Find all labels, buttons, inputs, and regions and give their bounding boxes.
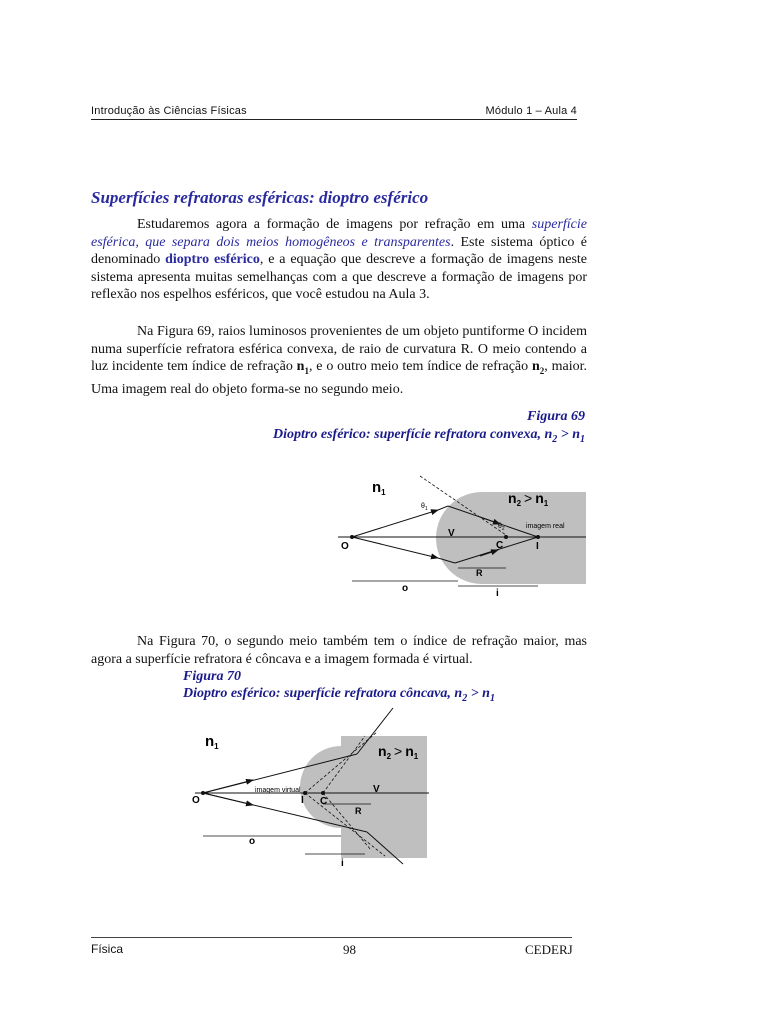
term-dioptro: dioptro esférico: [165, 252, 260, 268]
figure-69-diagram: [330, 468, 590, 608]
paragraph-fig70: Na Figura 70, o segundo meio também tem o índice de refração maior, mas agora a superfície refratora é côncava e a imagem formada é virtual.: [91, 634, 587, 667]
center-point: [504, 535, 508, 539]
footer-rule: [91, 937, 572, 938]
paragraph-intro: Estudaremos agora a formação de imagens por refração em uma superfície esférica, que separa dois meios homogêneos e transparentes. Este sistema óptico é denominado dioptro esférico, e a equação que descreve a formação de imagens neste sistema apresenta muitas semelhanças com a que descreve a formação de imagens por reflexão nos espelhos esféricos, que você estudou na Aula 3.: [91, 217, 587, 303]
ray-upper: [352, 510, 438, 537]
C-label: C: [320, 796, 328, 807]
object-point: [201, 791, 205, 795]
header-course: Introdução às Ciências Físicas: [91, 105, 247, 117]
V-label: V: [448, 528, 455, 539]
section-title: Superfícies refratoras esféricas: dioptro esférico: [91, 188, 429, 207]
paragraph-fig69: Na Figura 69, raios luminosos provenientes de um objeto puntiforme O incidem numa superfície refratora esférica convexa, de raio de curvatura R. O meio contendo a luz incidente tem índice de refração $n_1$, e o outro meio tem índice de refração $n_2$, maior. Uma imagem real do objeto forma-se no segundo meio.: [91, 324, 587, 397]
center-point: [321, 791, 325, 795]
ray-lower-arrow: [203, 793, 253, 805]
o-label: o: [402, 583, 409, 594]
V-label: V: [373, 784, 380, 795]
O-label: O: [341, 541, 349, 552]
n1-label: $n_1$: [372, 479, 386, 497]
R-label: R: [476, 568, 483, 578]
figure-69-caption: Dioptro esférico: superfície refratora convexa, $n_2 > n_1$: [273, 427, 585, 445]
i-label: i: [341, 858, 344, 869]
figure-70-caption: Dioptro esférico: superfície refratora côncava, $n_2 > n_1$: [183, 686, 495, 704]
n2-gt-n1-label: $n_2 > n_1$: [508, 490, 549, 508]
image-point: [536, 535, 540, 539]
page-number: 98: [343, 942, 356, 957]
image-virtual-label: imagem virtual: [255, 787, 301, 794]
i-label: i: [496, 588, 499, 599]
I-label: I: [301, 795, 304, 806]
footer-subject: Física: [91, 942, 124, 956]
I-label: I: [536, 541, 539, 552]
theta2-label: $\theta_2$: [498, 523, 505, 532]
footer-brand: CEDERJ: [525, 942, 573, 957]
ray-upper-arrow: [203, 780, 253, 793]
o-label: o: [249, 836, 256, 847]
n2-gt-n1-label: $n_2 > n_1$: [378, 743, 419, 761]
figure-70-label: Figura 70: [183, 669, 241, 684]
running-header: [91, 105, 577, 120]
R-label: R: [355, 806, 362, 816]
header-module: Módulo 1 – Aula 4: [485, 105, 577, 117]
image-real-label: imagem real: [526, 523, 565, 530]
emphasis-surface: superfície esférica, que separa dois meios homogêneos e transparentes: [91, 217, 587, 250]
theta1-label: $\theta_1$: [421, 503, 428, 512]
object-point: [350, 535, 354, 539]
figure-70-diagram: [192, 708, 435, 873]
figure-69-label: Figura 69: [527, 409, 585, 424]
ray-lower: [352, 537, 438, 558]
n1-label: $n_1$: [205, 733, 219, 751]
C-label: C: [496, 540, 504, 551]
O-label: O: [192, 795, 200, 806]
